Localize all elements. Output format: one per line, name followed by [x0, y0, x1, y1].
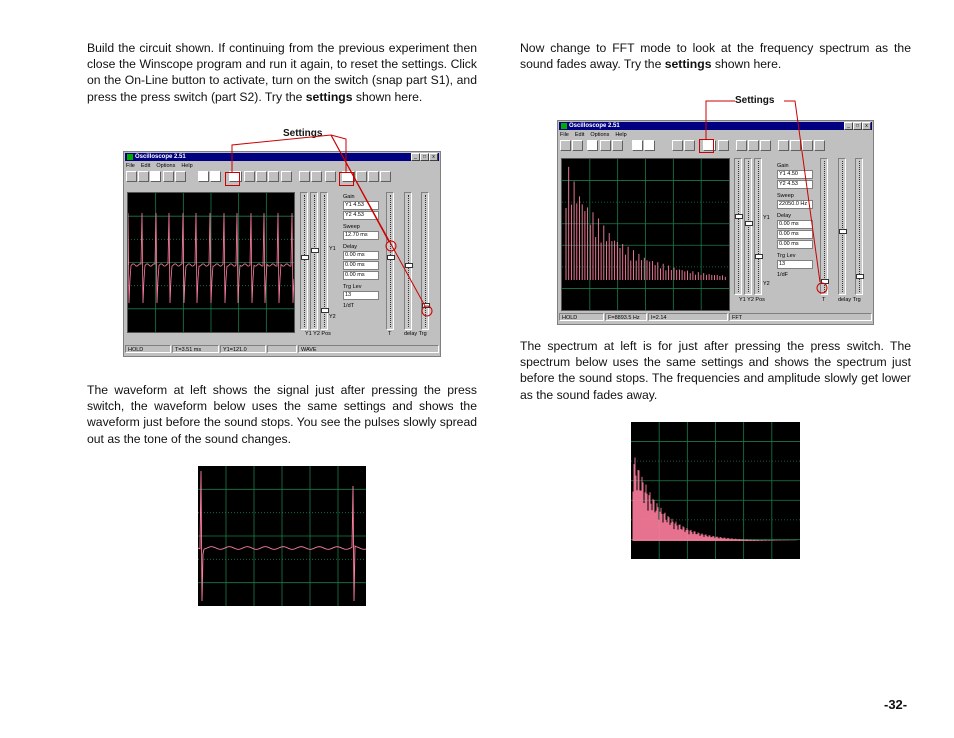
delay-label: Delay [343, 244, 358, 250]
df-label: 1/dF [777, 272, 789, 278]
trigger-level-field[interactable]: 13 [777, 260, 813, 269]
status-bar [559, 313, 872, 322]
sweep-label: Sweep [777, 193, 794, 199]
app-icon [127, 154, 133, 160]
waveform-display-late [198, 466, 366, 606]
maximize-button[interactable]: □ [420, 153, 429, 161]
delay-slider[interactable] [838, 158, 846, 295]
trigger-level-label: Trg Lev [777, 253, 796, 259]
trigger-level-field[interactable]: 13 [343, 291, 379, 300]
spectrum-display-late [631, 422, 800, 559]
toolbar-button[interactable] [600, 140, 611, 151]
minimize-button[interactable]: _ [844, 122, 853, 130]
spectrum-icon[interactable] [256, 171, 267, 182]
time-slider[interactable] [820, 158, 828, 295]
menu-options[interactable]: Options [156, 163, 176, 169]
window-titlebar: Oscilloscope 2.51 [125, 153, 439, 161]
toolbar-button[interactable] [368, 171, 379, 182]
spectrum-display-svg [562, 159, 729, 310]
status-frequency: F=8893.5 Hz [605, 313, 647, 321]
gain-label: Gain [777, 163, 789, 169]
toolbar-button[interactable] [802, 140, 813, 151]
y2-gain-field[interactable]: Y2 4.53 [343, 211, 379, 220]
y1-label: Y1 [763, 215, 770, 221]
wave-display-svg [128, 193, 294, 332]
toolbar [560, 140, 871, 152]
page-number: -32- [884, 697, 908, 712]
menu-bar [560, 131, 633, 139]
spectrum-display [561, 158, 730, 311]
toolbar-button[interactable] [718, 140, 729, 151]
menu-options[interactable]: Options [590, 132, 610, 138]
toolbar-button[interactable] [268, 171, 279, 182]
online-button[interactable] [126, 171, 137, 182]
right-body-paragraph: The spectrum at left is for just after pressing the press switch. The spectrum below uses the same settings and shows the spectrum just before the sound stops. The frequencies and amplitude slowly get lower as the sound fades away. [520, 339, 911, 402]
toolbar-button[interactable] [380, 171, 391, 182]
menu-file[interactable]: File [126, 163, 135, 169]
settings-callout-right: Settings [735, 95, 775, 106]
toolbar-button[interactable] [612, 140, 623, 151]
t-label: T [822, 297, 826, 303]
settings-highlight-box [699, 139, 714, 153]
y1-label: Y1 [329, 246, 336, 252]
y1-gain-slider[interactable] [300, 192, 308, 330]
delay-label: Delay [777, 213, 792, 219]
delay-field[interactable]: 0.00 ms [777, 240, 813, 249]
status-time: T=3.51 ms [172, 345, 219, 353]
y2-label: Y2 [763, 281, 770, 287]
minimize-button[interactable]: _ [411, 153, 420, 161]
y2-pos-slider[interactable] [320, 192, 328, 330]
y1-pos-slider[interactable] [744, 158, 752, 295]
wave-mode-icon[interactable] [198, 171, 209, 182]
toolbar-button[interactable] [814, 140, 825, 151]
toolbar-button[interactable] [672, 140, 683, 151]
menu-edit[interactable]: Edit [140, 163, 151, 169]
status-mode: WAVE [298, 345, 439, 353]
y1-pos-slider[interactable] [310, 192, 318, 330]
y1-gain-field[interactable]: Y1 4.53 [343, 201, 379, 210]
settings-callout-left: Settings [283, 128, 323, 139]
settings-highlight-box [225, 172, 240, 186]
y2-label: Y2 [329, 314, 336, 320]
channel-select[interactable] [587, 140, 598, 151]
toolbar-button[interactable] [572, 140, 583, 151]
y1-gain-field[interactable]: Y1 4.50 [777, 170, 813, 179]
sine-icon[interactable] [210, 171, 221, 182]
settings-highlight-box [339, 172, 354, 186]
trigger-level-label: Trg Lev [343, 284, 362, 290]
status-hold: HOLD [125, 345, 171, 353]
toolbar-button[interactable] [778, 140, 789, 151]
delay-slider[interactable] [404, 192, 412, 330]
delay-field[interactable]: 0.00 ms [777, 230, 813, 239]
wave-mode-icon[interactable] [632, 140, 643, 151]
trigger-slider[interactable] [855, 158, 863, 295]
maximize-button[interactable]: □ [853, 122, 862, 130]
left-body-paragraph: The waveform at left shows the signal just after pressing the press switch, the waveform below uses the same settings and shows the waveform just before the sound stops. You see the pulses slowly spread out as the tone of the sound changes. [87, 383, 477, 446]
toolbar-button[interactable] [175, 171, 186, 182]
y1-gain-slider[interactable] [734, 158, 742, 295]
toolbar-button[interactable] [163, 171, 174, 182]
arrow-down-icon[interactable] [760, 140, 771, 151]
toolbar-button[interactable] [790, 140, 801, 151]
settings-panel [343, 194, 379, 310]
settings-panel [777, 163, 813, 279]
bottom-labels: Y1 Y2 Pos [305, 331, 331, 337]
arrow-down-icon[interactable] [325, 171, 336, 182]
y2-pos-slider[interactable] [754, 158, 762, 295]
oscilloscope-window-wave [123, 151, 441, 357]
app-icon [561, 123, 567, 129]
dt-label: 1/dT [343, 303, 355, 309]
status-value: Y1=121.0 [220, 345, 266, 353]
toolbar-button[interactable] [748, 140, 759, 151]
gain-label: Gain [343, 194, 355, 200]
delay-field[interactable]: 0.00 ms [343, 251, 379, 260]
toolbar-button[interactable] [736, 140, 747, 151]
status-blank [267, 345, 297, 353]
toolbar-button[interactable] [244, 171, 255, 182]
oscilloscope-window-fft [557, 120, 874, 325]
sweep-field[interactable]: 12.70 ms [343, 231, 379, 240]
toolbar-button[interactable] [299, 171, 310, 182]
channel-select[interactable] [150, 171, 161, 182]
close-button[interactable]: x [429, 153, 438, 161]
window-titlebar: Oscilloscope 2.51 [559, 122, 872, 130]
status-hold: HOLD [559, 313, 604, 321]
sweep-field[interactable]: 22050.0 Hz [777, 200, 813, 209]
trigger-slider[interactable] [421, 192, 429, 330]
toolbar-button[interactable] [311, 171, 322, 182]
delay-trg-label: delay Trg [838, 297, 861, 303]
sine-icon[interactable] [644, 140, 655, 151]
waveform-late-svg [198, 466, 366, 606]
sweep-label: Sweep [343, 224, 360, 230]
right-intro-paragraph: Now change to FFT mode to look at the frequency spectrum as the sound fades away. Try the settings shown here. [520, 41, 911, 72]
delay-field[interactable]: 0.00 ms [343, 271, 379, 280]
menu-help[interactable]: Help [615, 132, 627, 138]
toolbar [126, 171, 438, 183]
toolbar-button[interactable] [138, 171, 149, 182]
t-label: T [388, 331, 392, 337]
delay-field[interactable]: 0.00 ms [343, 261, 379, 270]
toolbar-button[interactable] [281, 171, 292, 182]
menu-bar [126, 162, 199, 170]
delay-field[interactable]: 0.00 ms [777, 220, 813, 229]
y2-gain-field[interactable]: Y2 4.53 [777, 180, 813, 189]
status-bar [125, 345, 439, 354]
menu-file[interactable]: File [560, 132, 569, 138]
close-button[interactable]: x [862, 122, 871, 130]
left-intro-paragraph: Build the circuit shown. If continuing from the previous experiment then close the Winscope program and run it again, to reset the settings. Click on the On-Line button to activate, turn on the switch (snap part S1), and press the press switch (part S2). Try the settings shown here. [87, 41, 477, 104]
wave-display [127, 192, 295, 333]
menu-help[interactable]: Help [181, 163, 193, 169]
menu-edit[interactable]: Edit [574, 132, 585, 138]
toolbar-button[interactable] [356, 171, 367, 182]
online-button[interactable] [560, 140, 571, 151]
delay-trg-label: delay Trg [404, 331, 427, 337]
toolbar-button[interactable] [684, 140, 695, 151]
time-slider[interactable] [386, 192, 394, 330]
status-value: I=2.14 [648, 313, 728, 321]
bottom-labels: Y1 Y2 Pos [739, 297, 765, 303]
status-mode: FFT [729, 313, 872, 321]
spectrum-late-svg [631, 422, 800, 559]
